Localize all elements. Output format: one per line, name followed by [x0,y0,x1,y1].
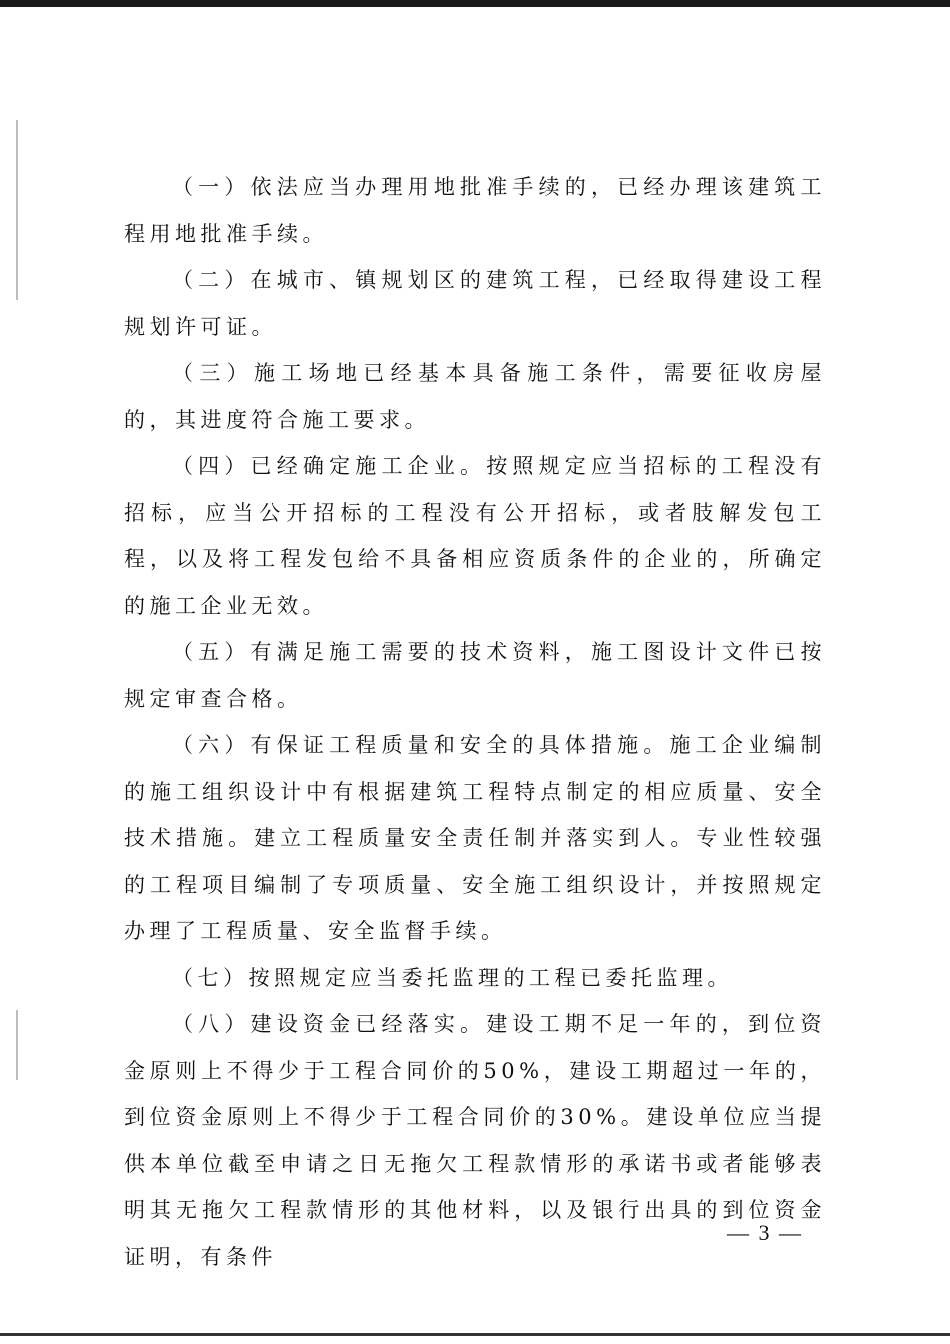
paragraph-item-5: （五）有满足施工需要的技术资料，施工图设计文件已按规定审查合格。 [124,640,826,711]
paragraph-item-3: （三）施工场地已经基本具备施工条件，需要征收房屋的，其进度符合施工要求。 [124,361,826,432]
document-body [124,164,826,1280]
paragraph-item-6: （六）有保证工程质量和安全的具体措施。施工企业编制的施工组织设计中有根据建筑工程特点制定的相应质量、安全技术措施。建立工程质量安全责任制并落实到人。专业性较强的工程项目编制了专项质量、安全施工组织设计，并按照规定办理了工程质量、安全监督手续。 [124,733,826,943]
paragraph-item-8: （八）建设资金已经落实。建设工期不足一年的，到位资金原则上不得少于工程合同价的50%，建设工期超过一年的，到位资金原则上不得少于工程合同价的30%。建设单位应当提供本单位截至申请之日无拖欠工程款情形的承诺书或者能够表明其无拖欠工程款情形的其他材料，以及银行出具的到位资金证明，有条件 [124,1012,826,1269]
scan-edge-mark [16,120,18,300]
scan-edge-mark [16,1010,18,1080]
paragraph-item-4: （四）已经确定施工企业。按照规定应当招标的工程没有招标，应当公开招标的工程没有公开招标，或者肢解发包工程，以及将工程发包给不具备相应资质条件的企业的，所确定的施工企业无效。 [124,454,826,618]
top-scan-border [0,0,950,7]
paragraph-item-2: （二）在城市、镇规划区的建筑工程，已经取得建设工程规划许可证。 [124,268,826,339]
page-number: — 3 — [727,1220,803,1245]
paragraph-item-1: （一）依法应当办理用地批准手续的，已经办理该建筑工程用地批准手续。 [124,175,826,246]
bottom-scan-border [0,1333,950,1336]
paragraph-item-7: （七）按照规定应当委托监理的工程已委托监理。 [172,965,733,990]
